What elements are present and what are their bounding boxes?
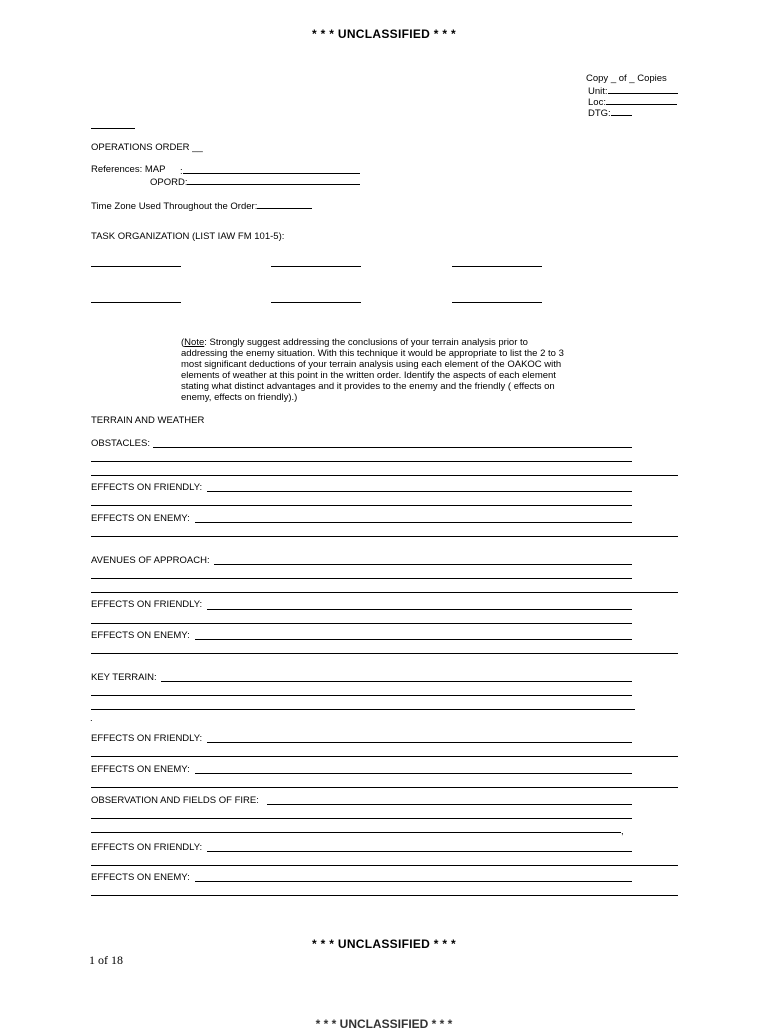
avenues-line[interactable]: [91, 578, 632, 579]
effects-enemy-line[interactable]: [91, 653, 678, 654]
opord-field: [150, 175, 360, 188]
effects-on-friendly-label: EFFECTS ON FRIENDLY:: [91, 599, 203, 610]
effects-friendly-line[interactable]: [91, 623, 632, 624]
classification-banner-top: * * * UNCLASSIFIED * * *: [312, 27, 456, 41]
note-label: Note: [184, 337, 205, 348]
task-org-line[interactable]: [452, 302, 542, 303]
key-terrain-label: KEY TERRAIN:: [91, 672, 157, 683]
key-terrain-line[interactable]: [91, 695, 632, 696]
effects-friendly-line[interactable]: [91, 505, 632, 506]
effects-on-enemy-label: EFFECTS ON ENEMY:: [91, 764, 190, 775]
classification-banner-next-page: * * * UNCLASSIFIED * * *: [315, 1017, 453, 1031]
effects-friendly-line[interactable]: [207, 609, 632, 610]
avenues-of-approach-label: AVENUES OF APPROACH:: [91, 555, 210, 566]
effects-enemy-line[interactable]: [91, 895, 678, 896]
effects-enemy-line[interactable]: [91, 536, 678, 537]
terrain-weather-heading: TERRAIN AND WEATHER: [91, 415, 205, 426]
stray-comma: ,: [621, 826, 624, 837]
observation-line[interactable]: [91, 832, 621, 833]
stray-dot: .: [90, 713, 93, 724]
effects-friendly-line[interactable]: [91, 756, 678, 757]
task-organization-heading: TASK ORGANIZATION (LIST IAW FM 101-5):: [91, 231, 285, 242]
effects-friendly-line[interactable]: [207, 742, 632, 743]
effects-on-friendly-label: EFFECTS ON FRIENDLY:: [91, 733, 203, 744]
dtg-input[interactable]: [611, 106, 632, 116]
effects-on-friendly-label: EFFECTS ON FRIENDLY:: [91, 482, 203, 493]
obstacles-line[interactable]: [153, 447, 632, 448]
task-org-line[interactable]: [452, 266, 542, 267]
dtg-label: DTG:: [588, 108, 611, 119]
effects-on-enemy-label: EFFECTS ON ENEMY:: [91, 630, 190, 641]
task-org-line[interactable]: [91, 302, 181, 303]
obstacles-label: OBSTACLES:: [91, 438, 150, 449]
effects-on-enemy-label: EFFECTS ON ENEMY:: [91, 872, 190, 883]
effects-enemy-line[interactable]: [195, 639, 632, 640]
avenues-line[interactable]: [214, 564, 632, 565]
classification-banner-bottom: * * * UNCLASSIFIED * * *: [312, 937, 456, 951]
note-paragraph: (Note: Strongly suggest addressing the conclusions of your terrain analysis prior to addressing the enemy situation. With this technique it would be appropriate to list the 2 to 3 most significant deductions of your terrain analysis using each element of the OAKOC with elements of weather at this point in the written order. Identify the aspects of each element stating what distinct advantages and it provides to the enemy and the friendly ( effects on enemy, effects on friendly).): [181, 337, 564, 404]
effects-on-friendly-label: EFFECTS ON FRIENDLY:: [91, 842, 203, 853]
effects-enemy-line[interactable]: [91, 787, 678, 788]
obstacles-line[interactable]: [91, 461, 632, 462]
time-zone-field: [91, 199, 312, 212]
effects-enemy-line[interactable]: [195, 522, 632, 523]
avenues-line[interactable]: [91, 592, 678, 593]
blank-line[interactable]: [91, 128, 135, 129]
map-colon: :: [180, 166, 183, 177]
unit-label: Unit:: [588, 86, 608, 97]
loc-input[interactable]: [606, 95, 677, 105]
key-terrain-line[interactable]: [91, 709, 635, 710]
task-org-line[interactable]: [91, 266, 181, 267]
effects-friendly-line[interactable]: [207, 851, 632, 852]
loc-label: Loc:: [588, 97, 606, 108]
observation-line[interactable]: [91, 818, 632, 819]
copy-label: Copy _ of _ Copies: [586, 73, 667, 84]
map-input[interactable]: [183, 164, 360, 174]
key-terrain-line[interactable]: [161, 681, 632, 682]
page-number: 1 of 18: [89, 953, 123, 967]
task-org-line[interactable]: [271, 266, 361, 267]
time-zone-label: Time Zone Used Throughout the Order:: [91, 201, 258, 212]
dtg-field: [588, 106, 632, 119]
unit-input[interactable]: [608, 84, 678, 94]
observation-line[interactable]: [267, 804, 632, 805]
effects-enemy-line[interactable]: [195, 881, 632, 882]
operations-order-title: OPERATIONS ORDER __: [91, 142, 203, 153]
opord-input[interactable]: [187, 175, 360, 185]
task-org-line[interactable]: [271, 302, 361, 303]
effects-enemy-line[interactable]: [195, 773, 632, 774]
observation-fields-of-fire-label: OBSERVATION AND FIELDS OF FIRE:: [91, 795, 259, 806]
effects-friendly-line[interactable]: [91, 865, 678, 866]
effects-on-enemy-label: EFFECTS ON ENEMY:: [91, 513, 190, 524]
effects-friendly-line[interactable]: [207, 491, 632, 492]
note-text: : Strongly suggest addressing the conclusions of your terrain analysis prior to addressing the enemy situation. With this technique it would be appropriate to list the 2 to 3 most significant deductions of your terrain analysis using each element of the OAKOC with elements of weather at this point in the written order. Identify the aspects of each element stating what distinct advantages and it provides to the enemy and the friendly ( effects on enemy, effects on friendly).): [181, 337, 564, 404]
time-zone-input[interactable]: [257, 199, 312, 209]
opord-label: OPORD:: [150, 177, 188, 188]
references-label: References: MAP: [91, 164, 166, 175]
obstacles-line[interactable]: [91, 475, 678, 476]
